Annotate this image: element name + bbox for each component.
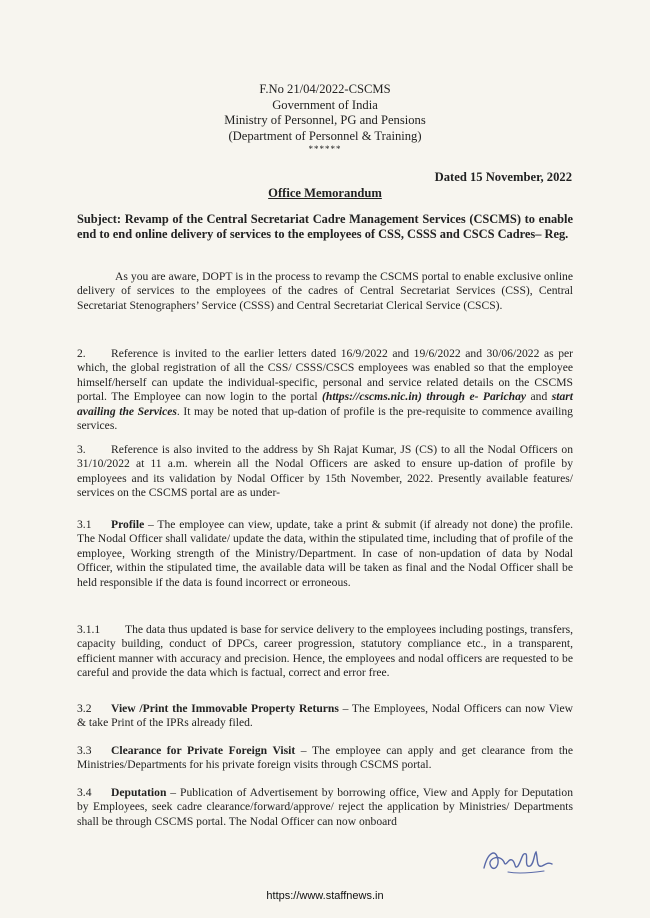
department-line: (Department of Personnel & Training): [228, 128, 422, 143]
section-heading: View /Print the Immovable Property Returns: [111, 702, 339, 715]
paragraph-3-4: 3.4 Deputation – Publication of Advertisement by borrowing office, View and Apply for Deputation by Employees, seek cadre clearance/forward/approve/ reject the application by Ministries/ Departments shall be through CSCMS portal. The Nodal Officer can now onboard: [77, 786, 573, 828]
paragraph-number: 3.: [77, 443, 86, 456]
section-heading: Clearance for Private Foreign Visit: [111, 744, 296, 757]
paragraph-3-2: 3.2 View /Print the Immovable Property Returns – The Employees, Nodal Officers can now View & take Print of the IPRs already filed.: [77, 702, 573, 730]
paragraph-3-1: 3.1 Profile – The employee can view, update, take a print & submit (if already not done) the profile. The Nodal Officer shall validate/ update the data, within the stipulated time, including that of profile of the employee, Working strength of the Ministry/Department. In case of non-updation of data by Nodal Officer, within the stipulated time, the available data will be taken as final and the Nodal Officer shall be held responsible if the data is found incorrect or erroneous.: [77, 518, 573, 589]
paragraph-number: 2.: [77, 347, 86, 360]
paragraph-number: 3.1.1: [77, 623, 101, 636]
paragraph-number: 3.1: [77, 518, 92, 531]
date-line: Dated 15 November, 2022: [434, 170, 572, 184]
portal-link-text: (https://cscms.nic.in) through e- Parichay: [322, 390, 527, 404]
paragraph-number: 3.2: [77, 702, 92, 715]
section-heading: Deputation: [111, 786, 167, 799]
section-heading: Profile: [111, 518, 145, 531]
paragraph-number: 3.3: [77, 744, 92, 757]
paragraph-2: 2. Reference is invited to the earlier letters dated 16/9/2022 and 19/6/2022 and 30/06/2022 as per which, the global registration of all the CSS/ CSSS/CSCS employees was enabled so that the employee himself/herself can update the individual-specific, personal and service related details on the CSCMS portal. The Employee can now login to the portal (https://cscms.nic.in) through e- Parichay and start availing the Services. It may be noted that up-dation of profile is the pre-requisite to commence availing services.: [77, 347, 573, 433]
handwritten-signature: [478, 838, 558, 882]
paragraph-3-1-1: 3.1.1 The data thus updated is base for service delivery to the employees including postings, transfers, capacity building, conduct of DPCs, career progression, statutory compliance etc., in a transparent, efficient manner with accuracy and precision. Hence, the employees and nodal officers are requested to be careful and provide the data which is factual, correct and error free.: [77, 623, 573, 680]
paragraph-3: 3. Reference is also invited to the address by Sh Rajat Kumar, JS (CS) to all the Nodal Officers on 31/10/2022 at 11 a.m. wherein all the Nodal Officers are asked to ensure up-dation of profile by employees and its validation by Nodal Officer by 15th November, 2022. Presently available features/ services on the CSCMS portal are as under-: [77, 443, 573, 500]
paragraph-1: As you are aware, DOPT is in the process to revamp the CSCMS portal to enable exclusive online delivery of services to the employees of the cadres of Central Secretariat Services (CSS), Central Secretariat Stenographers’ Service (CSSS) and Central Secretariat Clerical Service (CSCS).: [77, 270, 573, 312]
ministry-line: Ministry of Personnel, PG and Pensions: [224, 113, 426, 127]
paragraph-3-3: 3.3 Clearance for Private Foreign Visit – The employee can apply and get clearance from the Ministries/Departments for his private foreign visits through CSCMS portal.: [77, 744, 573, 772]
paragraph-number: 3.4: [77, 786, 92, 799]
government-line: Government of India: [272, 97, 378, 112]
subject-line: Subject: Revamp of the Central Secretariat Cadre Management Services (CSCMS) to enable end to end online delivery of services to the employees of CSS, CSSS and CSCS Cadres– Reg.: [77, 212, 573, 241]
letter-header: [0, 82, 650, 154]
footer-url: https://www.staffnews.in: [266, 890, 384, 902]
file-number: F.No 21/04/2022-CSCMS: [259, 82, 391, 96]
separator-stars: ******: [308, 144, 342, 154]
memo-title: Office Memorandum: [268, 186, 382, 200]
